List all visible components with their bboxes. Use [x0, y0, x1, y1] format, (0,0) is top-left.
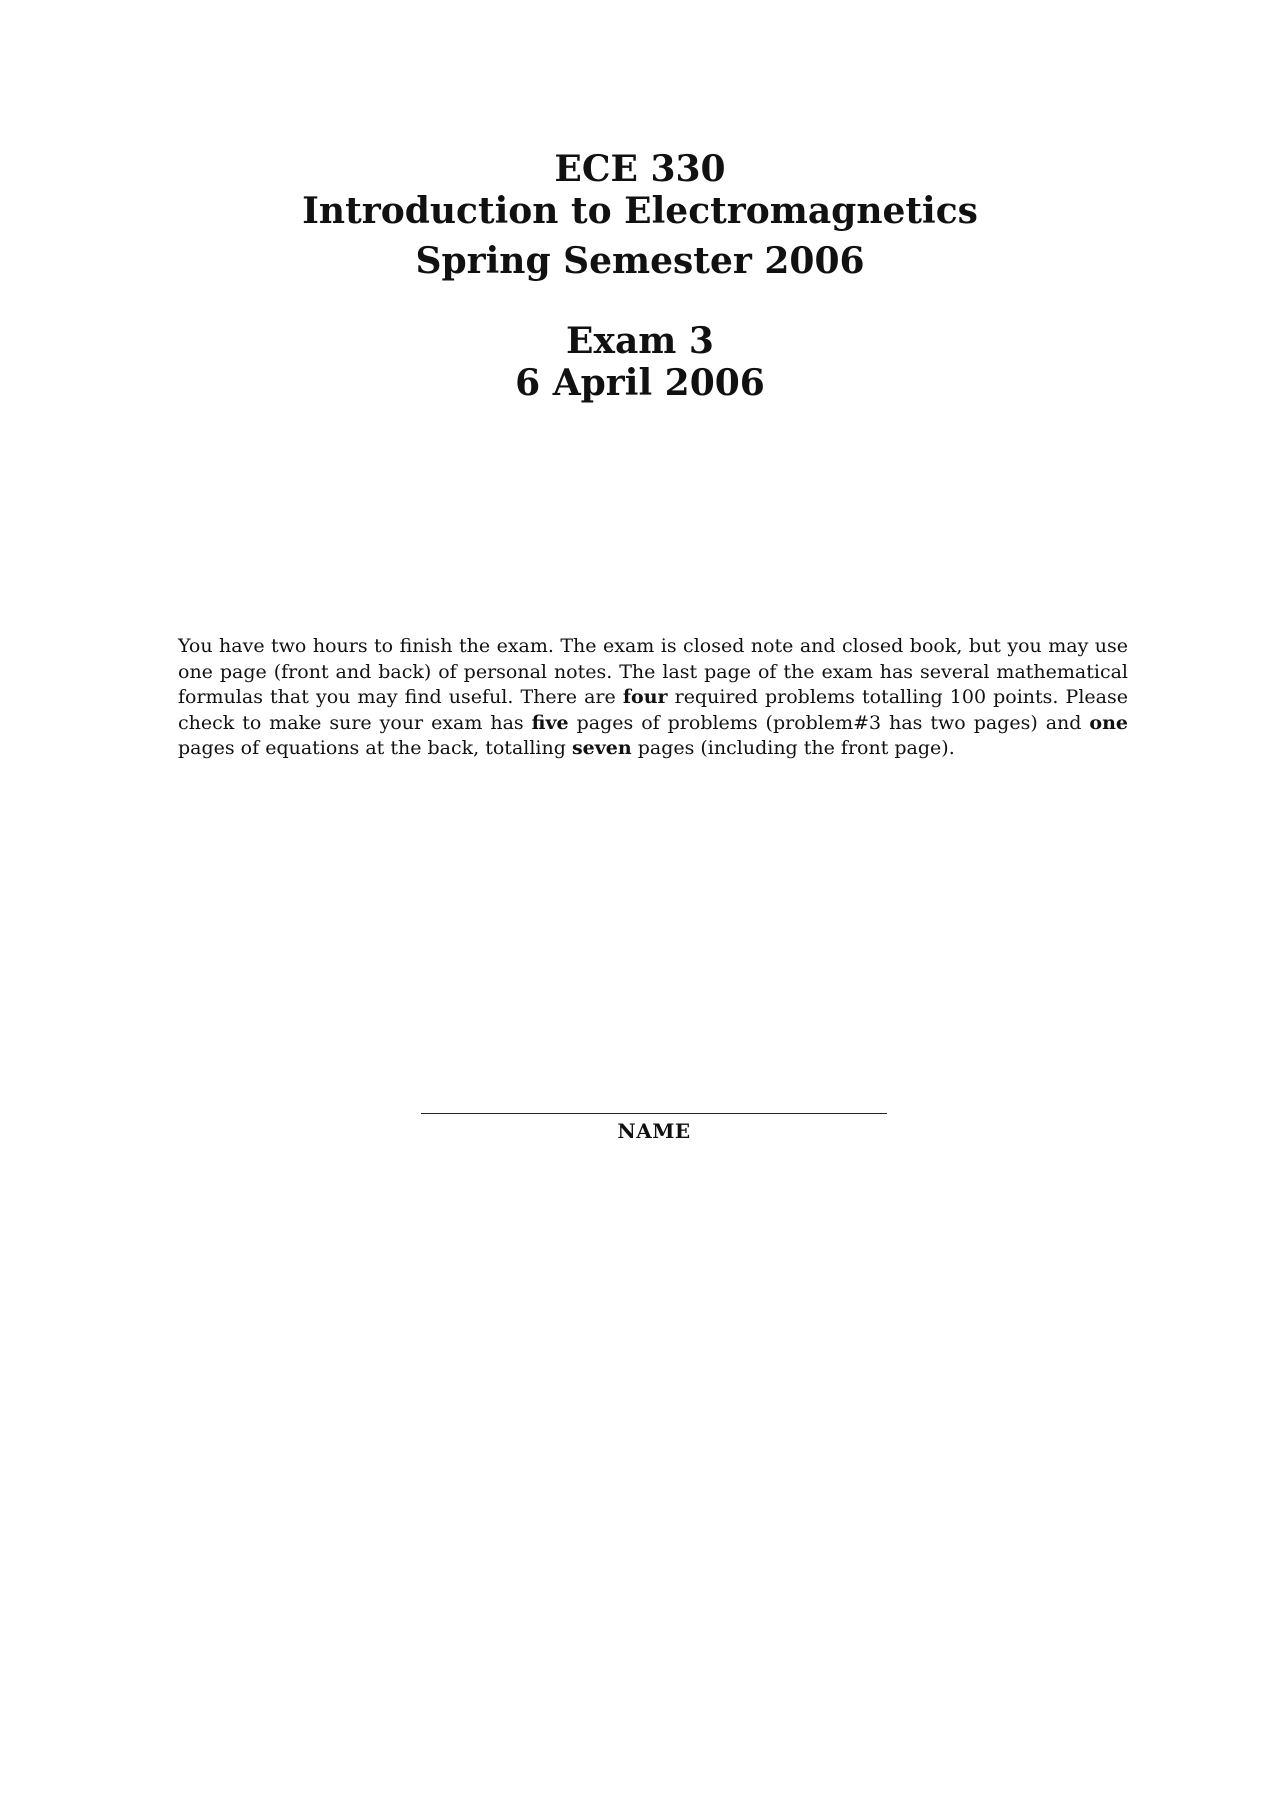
instructions-text: pages of equations at the back, totalling — [178, 737, 572, 759]
instructions-emphasis: five — [531, 711, 569, 734]
instructions-text: pages (including the front page). — [631, 737, 955, 759]
instructions-emphasis: seven — [571, 737, 632, 759]
instructions-text: required problems totalling 100 points. Please check to make sure your exam has — [178, 686, 1128, 734]
exam-name: Exam 3 — [566, 320, 714, 362]
exam-date: 6 April 2006 — [515, 362, 765, 404]
name-signature-line[interactable] — [421, 1113, 887, 1114]
course-header — [0, 148, 1280, 282]
instructions-text: pages of problems (problem#3 has two pages) and — [568, 711, 1090, 734]
instructions-emphasis: one — [1089, 711, 1128, 734]
instructions-text: You have two hours to finish the exam. The exam is closed note and closed book, but you may use one page (front and back) of personal notes. The last page of the exam has several mathematical formulas that you may find useful. There are — [178, 635, 1128, 708]
exam-header — [0, 320, 1280, 404]
exam-instructions — [178, 634, 1128, 762]
instructions-emphasis: four — [622, 686, 668, 708]
course-code: ECE 330 — [554, 148, 726, 190]
course-title: Introduction to Electromagnetics — [302, 190, 978, 232]
semester: Spring Semester 2006 — [415, 240, 865, 282]
name-label: NAME — [617, 1119, 691, 1143]
